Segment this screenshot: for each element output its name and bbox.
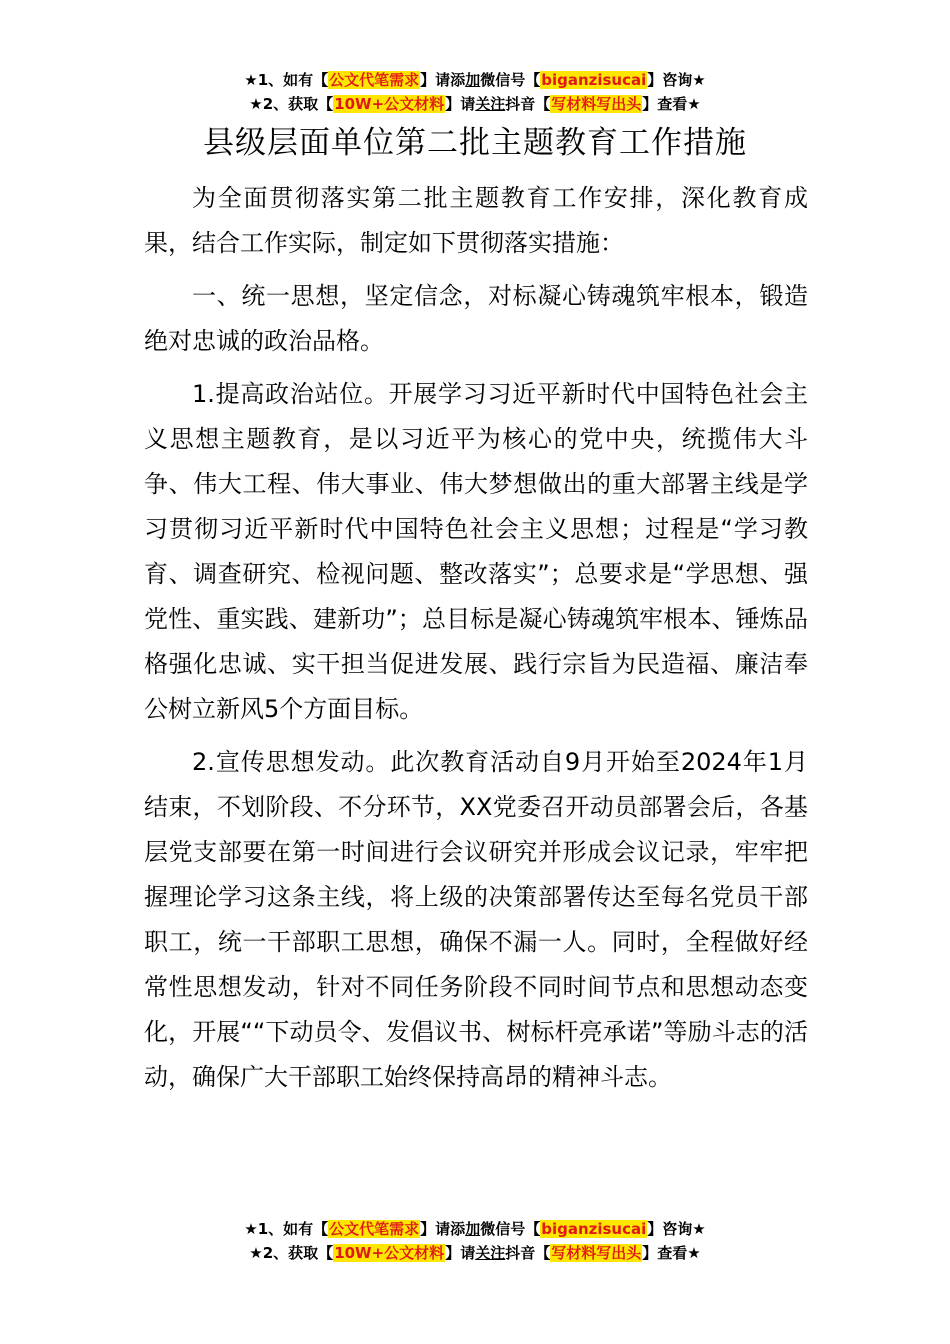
highlight-materials: 10W+公文材料 (334, 95, 445, 113)
banner-text: 】查看★ (642, 95, 701, 113)
banner-text: 微信号【 (480, 71, 541, 89)
banner-text: 】请添 (420, 1220, 466, 1238)
section-heading-1: 一、统一思想，坚定信念，对标凝心铸魂筑牢根本，锻造绝对忠诚的政治品格。 (144, 282, 808, 355)
banner-text: 抖音【 (505, 95, 551, 113)
banner-text: ★2、获取【 (249, 1244, 334, 1262)
banner-underlined-text: 关注 (475, 1244, 506, 1262)
item-paragraph-2: 2.宣传思想发动。此次教育活动自9月开始至2024年1月结束，不划阶段、不分环节，XX党委召开动员部署会后，各基层党支部要在第一时间进行会议研究并形成会议记录，牢牢把握理论学习这条主线，将上级的决策部署传达至每名党员干部职工，统一干部职工思想，确保不漏一人。同时，全程做好经常性思想发动，针对不同任务阶段不同时间节点和思想动态变化，开展““下动员令、发倡议书、树标杆亮承诺”等励斗志的活动，确保广大干部职工始终保持高昂的精神斗志。 (144, 748, 808, 1091)
item-paragraph-1: 1.提高政治站位。开展学习习近平新时代中国特色社会主义思想主题教育，是以习近平为核心的党中央，统揽伟大斗争、伟大工程、伟大事业、伟大梦想做出的重大部署主线是学习贯彻习近平新时代中国特色社会主义思想；过程是“学习教育、调查研究、检视问题、整改落实”；总要求是“学思想、强党性、重实践、建新功”；总目标是凝心铸魂筑牢根本、锤炼品格强化忠诚、实干担当促进发展、践行宗旨为民造福、廉洁奉公树立新风5个方面目标。 (144, 380, 808, 723)
banner-text: 】咨询★ (647, 1220, 706, 1238)
header-banner (0, 68, 950, 116)
intro-paragraph: 为全面贯彻落实第二批主题教育工作安排，深化教育成果，结合工作实际，制定如下贯彻落实措施： (144, 184, 808, 257)
banner-text: ★1、如有【 (244, 71, 329, 89)
highlight-douyin-account: 写材料写出头 (551, 1244, 642, 1262)
banner-text: ★1、如有【 (244, 1220, 329, 1238)
banner-text: ★2、获取【 (249, 95, 334, 113)
highlight-service: 公文代笔需求 (329, 71, 420, 89)
banner-text: 微信号【 (480, 1220, 541, 1238)
banner-text: 】咨询★ (647, 71, 706, 89)
banner-underlined-text: 加 (465, 71, 481, 89)
highlight-wechat-id: biganzisucai (541, 71, 647, 89)
banner-text: 】请 (445, 1244, 476, 1262)
banner-line-1 (0, 68, 950, 92)
banner-text: 】请添 (420, 71, 466, 89)
banner-underlined-text: 关注 (475, 95, 506, 113)
document-body (144, 176, 808, 1108)
banner-text: 】请 (445, 95, 476, 113)
banner-text: 】查看★ (642, 1244, 701, 1262)
footer-banner (0, 1217, 950, 1265)
highlight-wechat-id: biganzisucai (541, 1220, 647, 1238)
banner-line-2 (0, 1241, 950, 1265)
banner-line-2 (0, 92, 950, 116)
banner-line-1 (0, 1217, 950, 1241)
banner-underlined-text: 加 (465, 1220, 481, 1238)
document-title: 县级层面单位第二批主题教育工作措施 (203, 125, 747, 161)
banner-text: 抖音【 (505, 1244, 551, 1262)
highlight-materials: 10W+公文材料 (334, 1244, 445, 1262)
highlight-douyin-account: 写材料写出头 (551, 95, 642, 113)
highlight-service: 公文代笔需求 (329, 1220, 420, 1238)
